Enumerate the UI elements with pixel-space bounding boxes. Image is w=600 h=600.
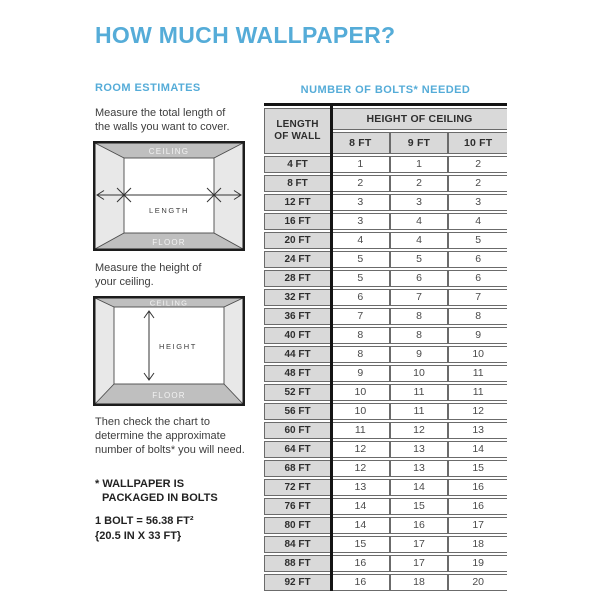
- bolts-value-cell: 5: [390, 251, 449, 268]
- bolts-value-cell: 8: [331, 327, 390, 344]
- table-row: [264, 479, 507, 496]
- table-row: [264, 403, 507, 420]
- bolts-value-cell: 4: [390, 213, 449, 230]
- height-of-ceiling-header: HEIGHT OF CEILING: [331, 108, 507, 130]
- wall-length-cell: 88 FT: [264, 555, 331, 572]
- bolts-value-cell: 4: [448, 213, 507, 230]
- wall-length-cell: 72 FT: [264, 479, 331, 496]
- bolts-value-cell: 7: [331, 308, 390, 325]
- bolts-value-cell: 11: [448, 384, 507, 401]
- bolts-value-cell: 16: [390, 517, 449, 534]
- bolts-value-cell: 17: [390, 555, 449, 572]
- table-row: [264, 194, 507, 211]
- wall-length-cell: 48 FT: [264, 365, 331, 382]
- table-row: [264, 574, 507, 591]
- length-of-wall-header-line2: OF WALL: [274, 131, 321, 142]
- step1-line2: the walls you want to cover.: [95, 121, 230, 133]
- floor-label: FLOOR: [152, 391, 186, 400]
- bolts-value-cell: 2: [448, 175, 507, 192]
- table-row: [264, 460, 507, 477]
- wall-length-cell: 56 FT: [264, 403, 331, 420]
- bolts-value-cell: 11: [390, 403, 449, 420]
- step3-line2: determine the approximate: [95, 430, 226, 442]
- wall-length-cell: 36 FT: [264, 308, 331, 325]
- bolts-value-cell: 9: [390, 346, 449, 363]
- bolts-value-cell: 1: [331, 156, 390, 173]
- bolts-value-cell: 14: [448, 441, 507, 458]
- bolts-value-cell: 6: [448, 251, 507, 268]
- room-estimates-heading: ROOM ESTIMATES: [95, 82, 201, 94]
- bolts-table: [264, 106, 507, 593]
- length-dimension-label: LENGTH: [148, 206, 190, 215]
- bolts-value-cell: 5: [448, 232, 507, 249]
- bolts-table-container: [264, 103, 507, 593]
- wall-length-cell: 60 FT: [264, 422, 331, 439]
- bolts-value-cell: 12: [448, 403, 507, 420]
- table-row: [264, 175, 507, 192]
- bolts-value-cell: 4: [390, 232, 449, 249]
- bolt-size-note: [95, 514, 194, 544]
- step3-line1: Then check the chart to: [95, 416, 210, 428]
- bolts-value-cell: 13: [390, 441, 449, 458]
- wall-length-cell: 40 FT: [264, 327, 331, 344]
- wall-length-cell: 4 FT: [264, 156, 331, 173]
- bolts-value-cell: 9: [448, 327, 507, 344]
- bolts-value-cell: 10: [331, 384, 390, 401]
- step2-line2: your ceiling.: [95, 276, 154, 288]
- bolts-value-cell: 2: [390, 175, 449, 192]
- step3-line3: number of bolts* you will need.: [95, 444, 245, 456]
- step1-text: [95, 106, 230, 134]
- bolts-value-cell: 4: [331, 232, 390, 249]
- bolts-value-cell: 16: [448, 498, 507, 515]
- wall-length-cell: 24 FT: [264, 251, 331, 268]
- bolts-value-cell: 6: [448, 270, 507, 287]
- bolts-value-cell: 8: [448, 308, 507, 325]
- page-title: HOW MUCH WALLPAPER?: [95, 22, 396, 48]
- ceiling-9ft-header: 9 FT: [390, 132, 449, 154]
- bolts-value-cell: 15: [390, 498, 449, 515]
- bolts-value-cell: 16: [448, 479, 507, 496]
- bolts-value-cell: 13: [448, 422, 507, 439]
- bolts-footnote: [95, 477, 218, 505]
- bolts-value-cell: 3: [331, 213, 390, 230]
- table-row: [264, 213, 507, 230]
- bolts-value-cell: 5: [331, 251, 390, 268]
- bolts-value-cell: 18: [448, 536, 507, 553]
- bolts-value-cell: 5: [331, 270, 390, 287]
- bolts-value-cell: 8: [390, 327, 449, 344]
- table-row: [264, 384, 507, 401]
- wall-length-cell: 20 FT: [264, 232, 331, 249]
- step1-line1: Measure the total length of: [95, 107, 226, 119]
- wall-length-cell: 68 FT: [264, 460, 331, 477]
- length-of-wall-header: [264, 108, 331, 154]
- bolts-table-body: [264, 156, 507, 591]
- bolts-value-cell: 12: [331, 460, 390, 477]
- room-length-diagram: [93, 141, 245, 251]
- wall-length-cell: 76 FT: [264, 498, 331, 515]
- bolts-value-cell: 14: [331, 517, 390, 534]
- bolts-table-head: [264, 108, 507, 154]
- bolts-value-cell: 20: [448, 574, 507, 591]
- table-row: [264, 327, 507, 344]
- step2-line1: Measure the height of: [95, 262, 202, 274]
- wall-length-cell: 84 FT: [264, 536, 331, 553]
- bolts-value-cell: 7: [390, 289, 449, 306]
- bolts-value-cell: 3: [331, 194, 390, 211]
- table-row: [264, 156, 507, 173]
- bolts-value-cell: 16: [331, 574, 390, 591]
- bolts-value-cell: 13: [331, 479, 390, 496]
- wall-length-cell: 64 FT: [264, 441, 331, 458]
- bolts-value-cell: 17: [390, 536, 449, 553]
- wall-length-cell: 80 FT: [264, 517, 331, 534]
- room-height-diagram: [93, 296, 245, 406]
- bolts-value-cell: 15: [331, 536, 390, 553]
- table-row: [264, 441, 507, 458]
- footnote-line1: * WALLPAPER IS: [95, 478, 185, 490]
- table-row: [264, 365, 507, 382]
- wall-length-cell: 28 FT: [264, 270, 331, 287]
- table-row: [264, 346, 507, 363]
- table-row: [264, 251, 507, 268]
- bolts-needed-heading: NUMBER OF BOLTS* NEEDED: [300, 84, 471, 96]
- ceiling-label: CEILING: [148, 147, 190, 156]
- step3-text: [95, 415, 245, 457]
- wall-length-cell: 52 FT: [264, 384, 331, 401]
- table-row: [264, 422, 507, 439]
- bolts-value-cell: 15: [448, 460, 507, 477]
- footnote-line2: PACKAGED IN BOLTS: [102, 492, 218, 504]
- bolts-value-cell: 17: [448, 517, 507, 534]
- bolts-value-cell: 3: [448, 194, 507, 211]
- ceiling-8ft-header: 8 FT: [331, 132, 390, 154]
- table-row: [264, 555, 507, 572]
- wall-length-cell: 16 FT: [264, 213, 331, 230]
- floor-label: FLOOR: [152, 238, 186, 247]
- bolts-value-cell: 6: [331, 289, 390, 306]
- height-dimension-label: HEIGHT: [159, 342, 197, 351]
- wall-length-cell: 12 FT: [264, 194, 331, 211]
- bolts-value-cell: 12: [390, 422, 449, 439]
- bolts-value-cell: 8: [331, 346, 390, 363]
- table-row: [264, 289, 507, 306]
- wall-length-cell: 32 FT: [264, 289, 331, 306]
- ceiling-label: CEILING: [149, 298, 189, 308]
- bolts-value-cell: 7: [448, 289, 507, 306]
- bolts-value-cell: 14: [331, 498, 390, 515]
- table-row: [264, 308, 507, 325]
- bolts-value-cell: 11: [448, 365, 507, 382]
- bolts-value-cell: 11: [331, 422, 390, 439]
- bolts-value-cell: 2: [448, 156, 507, 173]
- bolts-value-cell: 12: [331, 441, 390, 458]
- table-row: [264, 232, 507, 249]
- bolts-value-cell: 1: [390, 156, 449, 173]
- bolts-value-cell: 16: [331, 555, 390, 572]
- table-row: [264, 498, 507, 515]
- ceiling-10ft-header: 10 FT: [448, 132, 507, 154]
- bolts-value-cell: 2: [331, 175, 390, 192]
- table-thick-divider: [330, 106, 333, 591]
- bolts-value-cell: 14: [390, 479, 449, 496]
- bolt-size-line2: {20.5 IN X 33 FT}: [95, 530, 182, 542]
- bolts-value-cell: 10: [331, 403, 390, 420]
- table-row: [264, 270, 507, 287]
- bolts-value-cell: 18: [390, 574, 449, 591]
- bolts-value-cell: 9: [331, 365, 390, 382]
- bolts-value-cell: 3: [390, 194, 449, 211]
- wall-length-cell: 92 FT: [264, 574, 331, 591]
- length-of-wall-header-line1: LENGTH: [276, 119, 319, 130]
- table-row: [264, 536, 507, 553]
- table-row: [264, 517, 507, 534]
- step2-text: [95, 261, 201, 289]
- wall-length-cell: 44 FT: [264, 346, 331, 363]
- wall-length-cell: 8 FT: [264, 175, 331, 192]
- bolts-value-cell: 11: [390, 384, 449, 401]
- bolts-value-cell: 10: [448, 346, 507, 363]
- bolts-value-cell: 8: [390, 308, 449, 325]
- bolts-value-cell: 6: [390, 270, 449, 287]
- bolt-size-line1: 1 BOLT = 56.38 FT²: [95, 515, 194, 527]
- bolts-value-cell: 19: [448, 555, 507, 572]
- bolts-value-cell: 10: [390, 365, 449, 382]
- bolts-value-cell: 13: [390, 460, 449, 477]
